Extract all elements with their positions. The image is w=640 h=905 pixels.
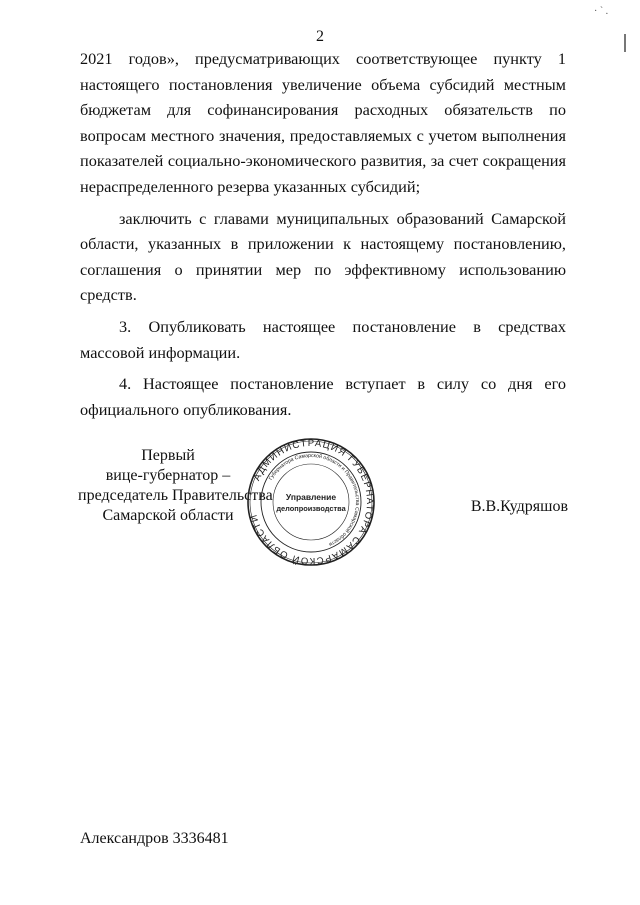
signatory-name: В.В.Кудряшов — [470, 498, 568, 515]
signatory-title-line: Первый — [141, 447, 195, 464]
paragraph-agreement: заключить с главами муниципальных образований Самарской области, указанных в приложении к настоящему постановлению, соглашения о принятии мер по эффективному использованию средств. — [80, 208, 566, 305]
paragraph-continuation: 2021 годов», предусматривающих соответствующее пункту 1 настоящего постановления увеличение объема субсидий местным бюджетам для софинансирования расходных обязательств по вопросам местного значения, предоставляемых с учетом выполнения показателей социально-экономического развития, за счет сокращения нераспределенного резерва указанных субсидий; — [80, 49, 566, 196]
scan-corner-marks: · ` . — [594, 6, 609, 17]
seal-center-line-1: Управление — [285, 492, 337, 502]
official-seal-stamp — [246, 437, 376, 567]
signatory-title-line: Самарской области — [102, 507, 234, 524]
signatory-title-line: председатель Правительства — [78, 487, 273, 504]
seal-inner-ring-text: Губернатора Самарской области и Правительства Самарской области — [268, 452, 361, 548]
signatory-title-line: вице-губернатор – — [105, 467, 231, 484]
page-number: 2 — [316, 28, 324, 45]
executor-contact: Александров 3336481 — [80, 830, 229, 847]
seal-center-line-2: делопроизводства — [276, 504, 346, 513]
document-body — [80, 46, 566, 422]
paragraph-item-4: 4. Настоящее постановление вступает в силу со дня его официального опубликования. — [80, 374, 566, 419]
seal-outer-ring-text: АДМИНИСТРАЦИЯ ГУБЕРНАТОРА САМАРСКОЙ ОБЛАСТИ — [248, 437, 376, 567]
scan-edge-mark — [624, 34, 626, 52]
signatory-title — [78, 446, 273, 526]
paragraph-item-3: 3. Опубликовать настоящее постановление в средствах массовой информации. — [80, 316, 566, 362]
